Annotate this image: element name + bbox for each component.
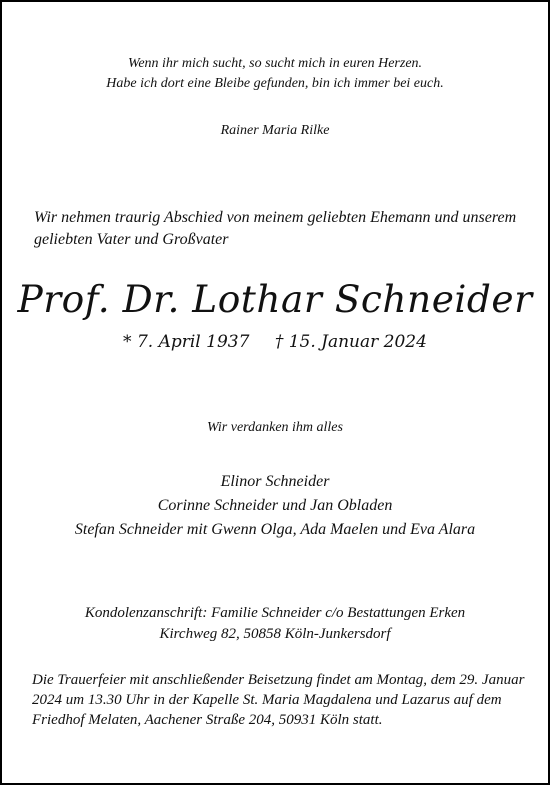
mourner-2: Corinne Schneider und Jan Obladen [157,497,393,514]
rilke-quote [2,54,548,94]
address-line-1: Kondolenzanschrift: Familie Schneider c/o Bestattungen Erken [84,605,466,621]
farewell-intro: Wir nehmen traurig Abschied von meinem geliebten Ehemann und unserem geliebten Vater und Großvater [34,209,517,248]
quote-line-1: Wenn ihr mich sucht, so sucht mich in euren Herzen. [127,56,423,71]
death-date: † 15. Januar 2024 [274,332,427,352]
life-dates [2,332,548,352]
mourner-1: Elinor Schneider [220,473,330,490]
funeral-ceremony-info: Die Trauerfeier mit anschließender Beisetzung findet am Montag, dem 29. Januar 2024 um 13.30 Uhr in der Kapelle St. Maria Magdalena und Lazarus auf dem Friedhof Melaten, Aachener Straße 204, 50931 Köln statt. [32,672,525,728]
thanks-line: Wir verdanken ihm alles [207,420,343,435]
mourners-list [2,470,548,542]
quote-author: Rainer Maria Rilke [220,123,330,138]
address-line-2: Kirchweg 82, 50858 Köln-Junkersdorf [159,626,391,642]
mourner-3: Stefan Schneider mit Gwenn Olga, Ada Maelen und Eva Alara [74,521,476,538]
quote-line-2: Habe ich dort eine Bleibe gefunden, bin ich immer bei euch. [106,76,444,91]
deceased-name: Prof. Dr. Lothar Schneider [17,277,533,321]
birth-date: * 7. April 1937 [123,332,250,352]
condolence-address [2,603,548,645]
